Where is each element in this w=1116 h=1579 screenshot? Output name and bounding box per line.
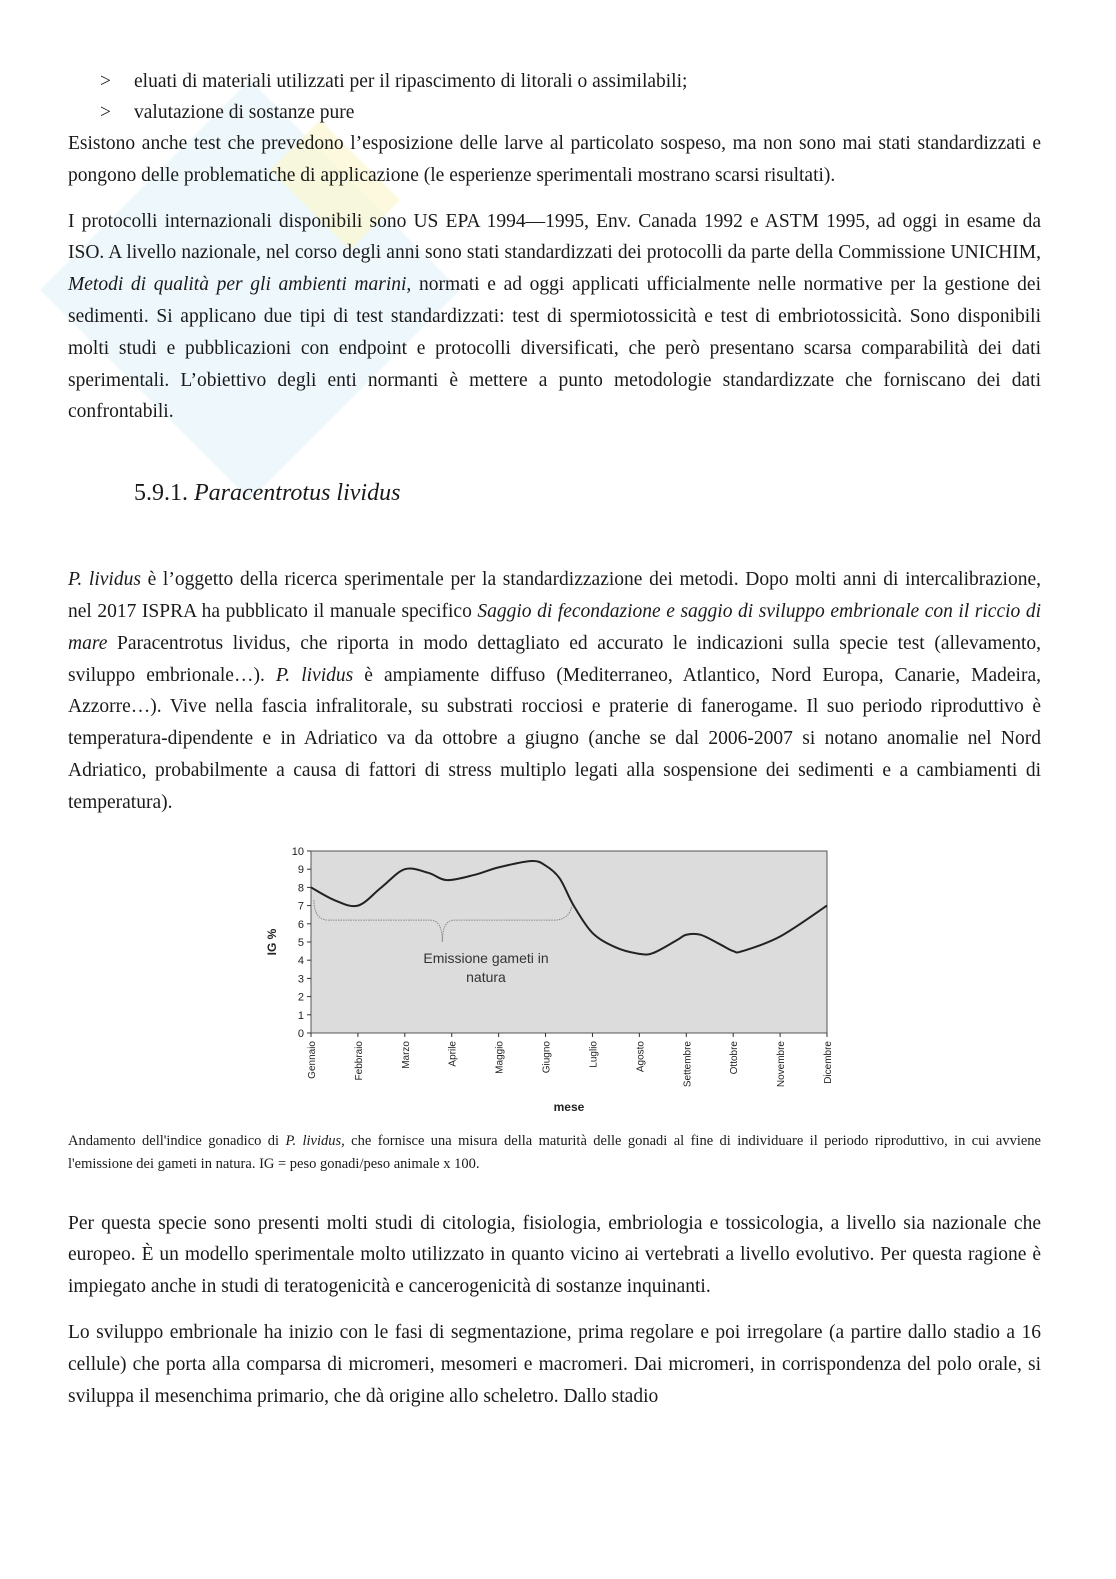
text: Andamento dell'indice gonadico di xyxy=(68,1132,286,1149)
text: , normati e ad oggi applicati ufficialmente nelle normative per la gestione dei sedimenti. Si applicano due tipi di test standardizzati: test di spermiotossicità e test di embriotossicità. Sono disponibili molti studi e pubblicazioni con endpoint e protocolli diversificati, che però presentano scarsa comparabilità dei dati sperimentali. L’obiettivo degli enti normanti è mettere a punto metodologie standardizzate che forniscano dei dati confrontabili. xyxy=(68,274,1042,423)
text: è ampiamente diffuso (Mediterraneo, Atlantico, Nord Europa, Canarie, Madeira, Azzorre…). Vive nella fascia infralitorale, su substrati rocciosi e praterie di fanerogame. Il suo periodo riproduttivo è temperatura-dipendente e in Adriatico va da ottobre a giugno (anche se dal 2006-2007 si notano anomalie nel Nord Adriatico, probabilmente a causa di fattori di stress multiplo legati alla sospensione dei sedimenti e a cambiamenti di temperatura). xyxy=(68,664,1041,813)
paragraph-1: Esistono anche test che prevedono l’esposizione delle larve al particolato sospeso, ma non sono mai stati standardizzati e pongono delle problematiche di applicazione (le esperienze sperimentali mostrano scarsi risultati). xyxy=(68,133,1041,186)
species-name: P. lividus xyxy=(275,664,354,686)
y-tick-label: 0 xyxy=(297,1027,304,1040)
x-tick-label: Ottobre xyxy=(729,1040,741,1074)
bullet-marker: > xyxy=(100,71,111,92)
x-tick-label: Agosto xyxy=(635,1040,647,1072)
section-number: 5.9.1. xyxy=(134,480,188,507)
y-tick-label: 10 xyxy=(291,845,304,858)
italic-title: Metodi di qualità per gli ambienti marini xyxy=(68,274,407,296)
y-tick-label: 1 xyxy=(297,1009,304,1022)
paragraph-2 xyxy=(68,206,1041,429)
y-tick-label: 4 xyxy=(297,954,304,967)
x-tick-label: Novembre xyxy=(776,1040,788,1087)
x-tick-label: Marzo xyxy=(400,1040,412,1069)
annotation-label: Emissione gameti in xyxy=(423,949,549,966)
y-tick-label: 5 xyxy=(297,936,304,949)
chart-container xyxy=(250,833,1041,1118)
gonadic-index-chart xyxy=(250,833,850,1118)
y-tick-label: 6 xyxy=(297,918,304,931)
species-name: P. lividus xyxy=(68,569,141,591)
x-tick-label: Settembre xyxy=(682,1040,694,1087)
x-axis-label: mese xyxy=(553,1099,585,1114)
text: Paracentrotus lividus, che riporta in modo dettagliato ed accurato le indicazioni sulla specie test (allevamento, sviluppo embrionale…). xyxy=(68,632,1041,686)
annotation-label: natura xyxy=(466,968,506,985)
bullet-text: valutazione di sostanze pure xyxy=(134,102,355,123)
y-tick-label: 2 xyxy=(297,991,304,1004)
x-tick-label: Giugno xyxy=(541,1040,553,1073)
text: I protocolli internazionali disponibili sono US EPA 1994—1995, Env. Canada 1992 e ASTM 1995, ad oggi in esame da ISO. A livello nazionale, nel corso degli anni sono stati standardizzati dei protocolli da parte della Commissione UNICHIM, xyxy=(68,210,1041,264)
manual-title: Saggio di fecondazione e saggio di sviluppo embrionale con il riccio di mare xyxy=(68,600,1041,654)
plot-area xyxy=(311,851,827,1033)
text: è l’oggetto della ricerca sperimentale per la standardizzazione dei metodi. Dopo molti anni di intercalibrazione, nel 2017 ISPRA ha pubblicato il manuale specifico xyxy=(68,569,1041,622)
y-tick-label: 8 xyxy=(297,881,304,894)
section-title: Paracentrotus lividus xyxy=(194,480,401,507)
paragraph-4: Per questa specie sono presenti molti studi di citologia, fisiologia, embriologia e tossicologia, a livello sia nazionale che europeo. È un modello sperimentale molto utilizzato in quanto vicino ai vertebrati a livello evolutivo. Per questa ragione è impiegato anche in studi di teratogenicità e cancerogenicità di sostanze inquinanti. xyxy=(68,1212,1041,1298)
x-tick-label: Maggio xyxy=(494,1040,506,1074)
species-name: P. lividus, xyxy=(285,1132,345,1149)
y-tick-label: 7 xyxy=(297,900,304,913)
text: che fornisce una misura della maturità delle gonadi al fine di individuare il periodo riproduttivo, in cui avviene l'emissione dei gameti in natura. IG = peso gonadi/peso animale x 100. xyxy=(68,1132,1041,1172)
y-axis-label: IG % xyxy=(265,928,279,955)
section-heading xyxy=(134,478,1041,508)
paragraph-5: Lo sviluppo embrionale ha inizio con le fasi di segmentazione, prima regolare e poi irregolare (a partire dallo stadio a 16 cellule) che porta alla comparsa di micromeri, mesomeri e macromeri. Dai micromeri, in corrispondenza del polo orale, si sviluppa il mesenchima primario, che dà origine allo scheletro. Dallo stadio xyxy=(68,1321,1041,1407)
bullet-item xyxy=(68,97,1041,128)
bullet-item xyxy=(68,66,1041,97)
x-tick-label: Dicembre xyxy=(823,1040,834,1084)
y-tick-label: 3 xyxy=(297,972,304,985)
bullet-marker: > xyxy=(100,102,111,123)
x-tick-label: Aprile xyxy=(447,1040,459,1067)
bullet-text: eluati di materiali utilizzati per il ripascimento di litorali o assimilabili; xyxy=(134,71,688,92)
paragraph-3 xyxy=(68,564,1041,818)
y-tick-label: 9 xyxy=(297,863,304,876)
x-tick-label: Gennaio xyxy=(307,1040,318,1079)
x-tick-label: Febbraio xyxy=(353,1040,365,1081)
x-tick-label: Luglio xyxy=(588,1040,600,1068)
figure-caption xyxy=(68,1130,1041,1176)
